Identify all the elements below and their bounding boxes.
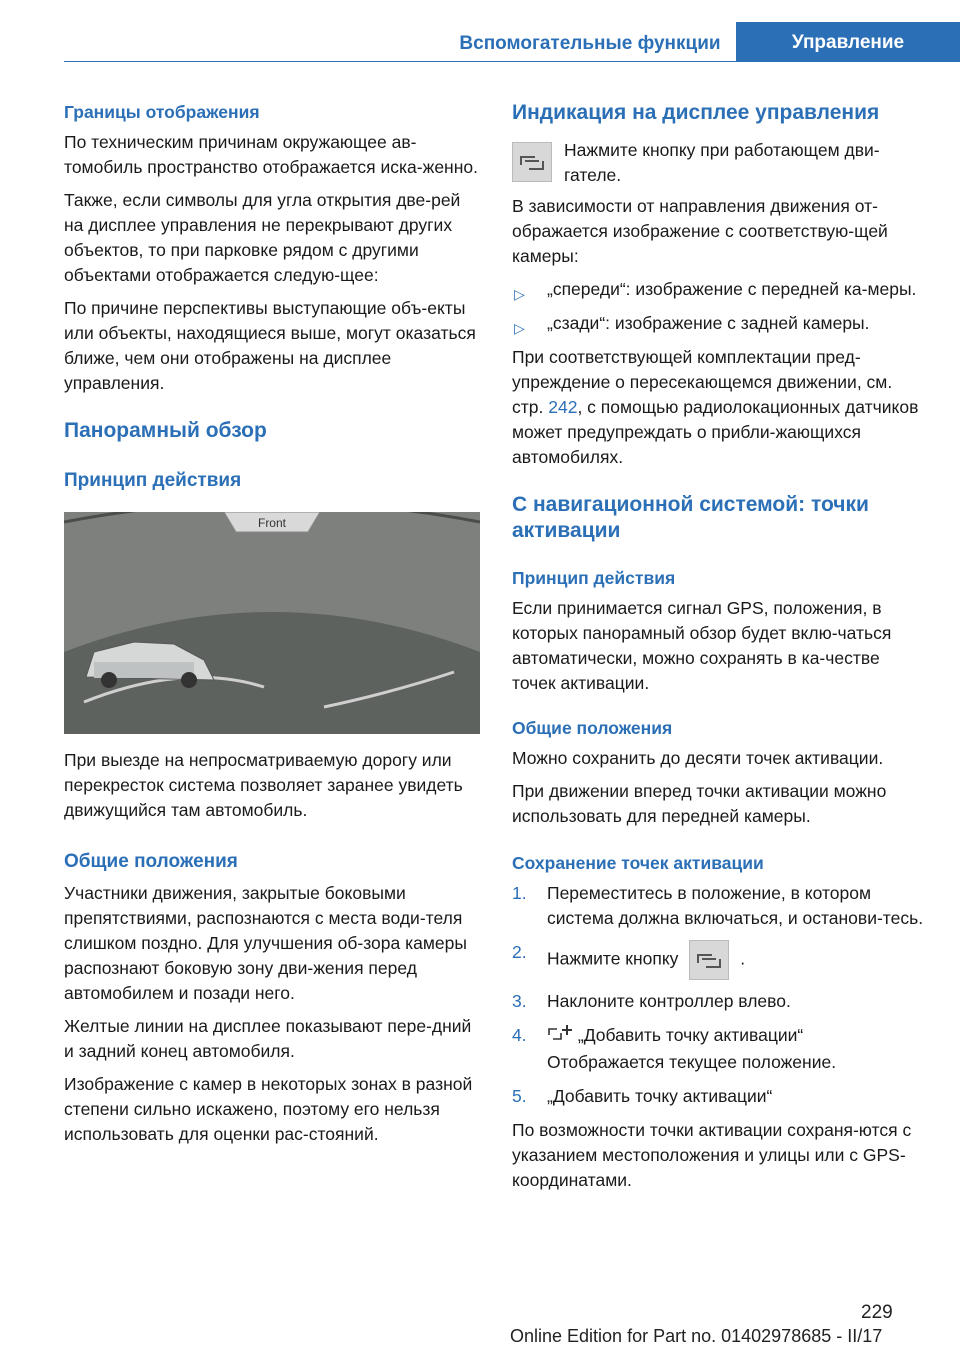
page-number: 229 <box>861 1302 893 1323</box>
heading-principle: Принцип действия <box>512 568 676 588</box>
paragraph: По причине перспективы выступающие объ-екты или объекты, находящиеся выше, могут оказаться ближе, чем они отображены на дисплее управления. <box>64 298 476 393</box>
camera-view-list <box>512 277 924 336</box>
header-section-title: Вспомогательные функции <box>459 33 721 54</box>
heading-indication: Индикация на дисплее управления <box>512 101 880 124</box>
heading-panorama: Панорамный обзор <box>64 419 267 442</box>
list-item: ▷ „спереди“: изображение с передней ка-меры. <box>512 277 924 302</box>
icon-instruction <box>512 138 924 194</box>
icon-instruction-text: Нажмите кнопку при работающем дви-гателе. <box>564 140 880 185</box>
step-item: 4. „Добавить точку активации“ Отображается текущее положение. <box>512 1025 837 1072</box>
paragraph: Если принимается сигнал GPS, положения, в которых панорамный обзор будет вклю-чаться автоматически, можно сохранять в ка-честве точек активации. <box>512 598 892 693</box>
heading-general: Общие положения <box>64 851 238 872</box>
triangle-bullet-icon: ▷ <box>514 320 525 336</box>
heading-save-activation: Сохранение точек активации <box>512 853 764 873</box>
step-item: 5. „Добавить точку активации“ <box>512 1086 773 1106</box>
panorama-camera-figure <box>64 512 480 734</box>
camera-button-icon <box>689 940 729 980</box>
paragraph: Можно сохранить до десяти точек активации. <box>512 748 884 768</box>
paragraph: По техническим причинам окружающее ав-томобиль пространство отображается иска-женно. <box>64 132 478 177</box>
right-column <box>512 100 924 1201</box>
step-item: 2. Нажмите кнопку . <box>512 940 924 980</box>
header-chapter-tab: Управление <box>736 22 960 62</box>
step-item: 1. Переместитесь в положение, в котором система должна включаться, и останови-тесь. <box>512 883 924 928</box>
camera-button-icon <box>512 142 552 182</box>
add-activation-point-icon <box>547 1023 573 1050</box>
heading-nav-activation: С навигационной системой: точки активации <box>512 493 869 542</box>
paragraph: По возможности точки активации сохраня-ются с указанием местоположения и улицы или с GPS-координатами. <box>512 1120 912 1190</box>
steps-list <box>512 881 924 1109</box>
left-column <box>64 100 480 1155</box>
footer-edition: Online Edition for Part no. 01402978685 - II/17 <box>510 1326 883 1346</box>
heading-display-limits: Границы отображения <box>64 102 260 122</box>
paragraph: При выезде на непросматриваемую дорогу или перекресток система позволяет заранее увидеть движущийся там автомобиль. <box>64 750 463 820</box>
paragraph: Изображение с камер в некоторых зонах в разной степени сильно искажено, поэтому его нельзя использовать для оценки рас-стояний. <box>64 1074 473 1144</box>
paragraph: В зависимости от направления движения от-ображается изображение с соответствую-щей камеры: <box>512 196 888 266</box>
heading-principle: Принцип действия <box>64 470 242 491</box>
paragraph: Желтые линии на дисплее показывают пере-дний и задний конец автомобиля. <box>64 1016 472 1061</box>
figure-front-label: Front <box>257 516 287 530</box>
step-item: 3. Наклоните контроллер влево. <box>512 991 791 1011</box>
page-reference-link[interactable]: 242 <box>548 397 578 417</box>
list-item: ▷ „сзади“: изображение с задней камеры. <box>512 311 924 336</box>
paragraph: При движении вперед точки активации можно использовать для передней камеры. <box>512 781 887 826</box>
paragraph-cross-traffic: При соответствующей комплектации пред-упреждение о пересекающемся движении, см. стр. 242, с помощью радиолокационных датчиков может предупреждать о прибли-жающихся автомобилях. <box>512 347 919 467</box>
paragraph: Участники движения, закрытые боковыми препятствиями, распознаются с места води-теля слишком поздно. Для улучшения об-зора камеры распознают боковую зону дви-жения перед автомобилем и позади него. <box>64 883 467 1003</box>
paragraph: Также, если символы для угла открытия две-рей на дисплее управления не перекрывают других объектов, то при парковке рядом с другими объектами отображается следую-щее: <box>64 190 461 285</box>
triangle-bullet-icon: ▷ <box>514 286 525 302</box>
heading-general: Общие положения <box>512 718 673 738</box>
